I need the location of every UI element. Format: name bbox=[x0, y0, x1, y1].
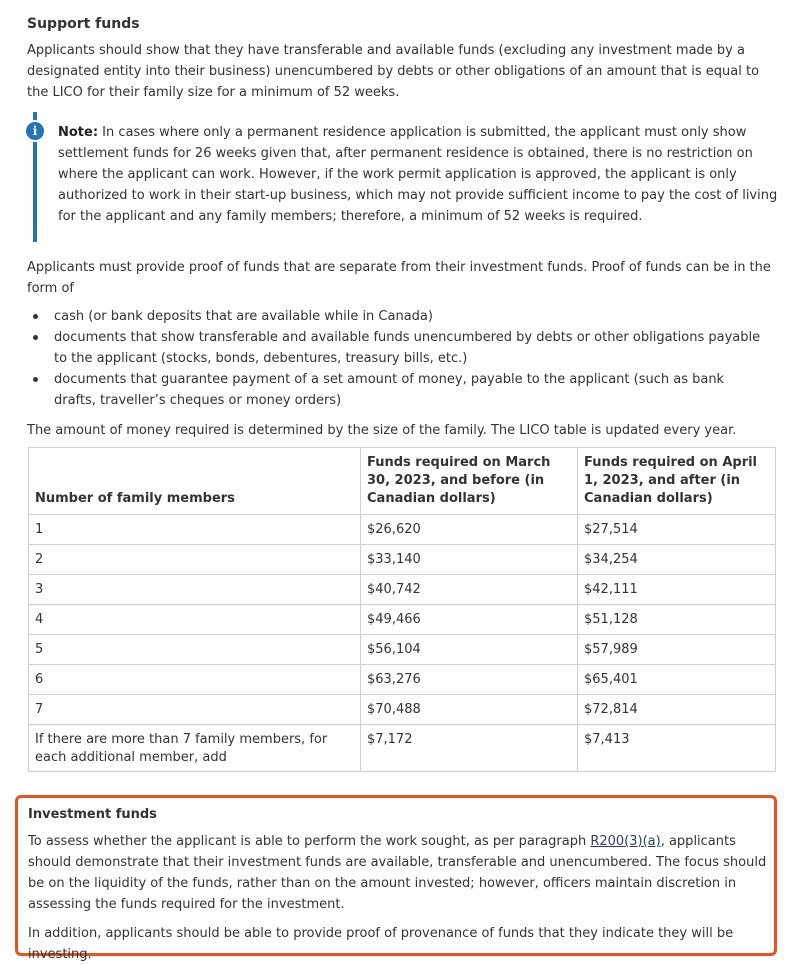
table-cell: 7 bbox=[29, 695, 361, 725]
note-label: Note: bbox=[58, 125, 99, 140]
table-cell: $34,254 bbox=[578, 545, 776, 575]
note-callout bbox=[33, 112, 782, 242]
r200-link[interactable]: R200(3)(a) bbox=[590, 834, 661, 849]
lico-table bbox=[28, 447, 776, 772]
bullet-icon bbox=[33, 377, 38, 382]
table-cell: 3 bbox=[29, 575, 361, 605]
note-body: In cases where only a permanent residence application is submitted, the applicant must only show settlement funds for 26 weeks given that, after permanent residence is obtained, there is no restriction on where the applicant can work. However, if the work permit application is approved, the applicant is only authorized to work in their start-up business, which may not provide sufficient income to pay the cost of living for the applicant and any family members; therefore, a minimum of 52 weeks is required. bbox=[58, 125, 778, 224]
table-cell: $49,466 bbox=[361, 605, 578, 635]
investment-funds-highlight bbox=[15, 795, 777, 962]
table-row bbox=[29, 635, 776, 665]
table-cell: $7,413 bbox=[578, 725, 776, 772]
table-cell: $27,514 bbox=[578, 515, 776, 545]
table-cell: $70,488 bbox=[361, 695, 578, 725]
support-funds-heading: Support funds bbox=[27, 16, 140, 32]
lico-intro: The amount of money required is determined by the size of the family. The LICO table is updated every year. bbox=[27, 423, 737, 438]
header-april-2023: Funds required on April 1, 2023, and after (in Canadian dollars) bbox=[578, 448, 776, 515]
table-row bbox=[29, 695, 776, 725]
list-item-text: documents that guarantee payment of a set amount of money, payable to the applicant (such as bank drafts, traveller’s cheques or money orders) bbox=[54, 372, 725, 408]
table-cell: $65,401 bbox=[578, 665, 776, 695]
investment-provenance-paragraph: In addition, applicants should be able to provide proof of provenance of funds that they indicate they will be investing. bbox=[28, 926, 734, 962]
table-row bbox=[29, 605, 776, 635]
list-item bbox=[27, 327, 767, 369]
bullet-icon bbox=[33, 335, 38, 340]
table-row bbox=[29, 725, 776, 772]
table-cell: If there are more than 7 family members, for each additional member, add bbox=[29, 725, 361, 772]
table-header-row bbox=[29, 448, 776, 515]
list-item-text: cash (or bank deposits that are available while in Canada) bbox=[54, 309, 433, 324]
table-row bbox=[29, 665, 776, 695]
list-item-text: documents that show transferable and available funds unencumbered by debts or other obligations payable to the applicant (stocks, bonds, debentures, treasury bills, etc.) bbox=[54, 330, 761, 366]
list-item bbox=[27, 306, 767, 327]
table-cell: $42,111 bbox=[578, 575, 776, 605]
table-cell: $26,620 bbox=[361, 515, 578, 545]
table-cell: 6 bbox=[29, 665, 361, 695]
table-cell: $7,172 bbox=[361, 725, 578, 772]
header-march-2023: Funds required on March 30, 2023, and before (in Canadian dollars) bbox=[361, 448, 578, 515]
list-item bbox=[27, 369, 767, 411]
table-cell: 2 bbox=[29, 545, 361, 575]
investment-funds-heading: Investment funds bbox=[28, 807, 157, 822]
investment-funds-paragraph bbox=[28, 831, 768, 915]
info-icon: i bbox=[26, 122, 44, 140]
bullet-icon bbox=[33, 314, 38, 319]
proof-intro: Applicants must provide proof of funds that are separate from their investment funds. Proof of funds can be in the form of bbox=[27, 260, 771, 296]
support-funds-paragraph: Applicants should show that they have transferable and available funds (excluding any investment made by a designated entity into their business) unencumbered by debts or other obligations of an amount that is equal to the LICO for their family size for a minimum of 52 weeks. bbox=[27, 43, 760, 100]
table-cell: 5 bbox=[29, 635, 361, 665]
table-row bbox=[29, 545, 776, 575]
table-cell: $51,128 bbox=[578, 605, 776, 635]
note-text bbox=[58, 122, 782, 227]
table-row bbox=[29, 515, 776, 545]
table-cell: $33,140 bbox=[361, 545, 578, 575]
table-cell: $72,814 bbox=[578, 695, 776, 725]
table-cell: $57,989 bbox=[578, 635, 776, 665]
table-cell: 4 bbox=[29, 605, 361, 635]
header-family-members: Number of family members bbox=[29, 448, 361, 515]
table-cell: $56,104 bbox=[361, 635, 578, 665]
table-cell: $40,742 bbox=[361, 575, 578, 605]
table-row bbox=[29, 575, 776, 605]
table-cell: 1 bbox=[29, 515, 361, 545]
proof-list bbox=[27, 306, 767, 411]
para-text: To assess whether the applicant is able to perform the work sought, as per paragraph bbox=[28, 834, 591, 849]
table-cell: $63,276 bbox=[361, 665, 578, 695]
para-text: , applicants should demonstrate that their investment funds are available, transferable and unencumbered. The focus should be on the liquidity of the funds, rather than on the amount invested; however, officers maintain discretion in assessing the funds required for the investment. bbox=[28, 834, 767, 912]
